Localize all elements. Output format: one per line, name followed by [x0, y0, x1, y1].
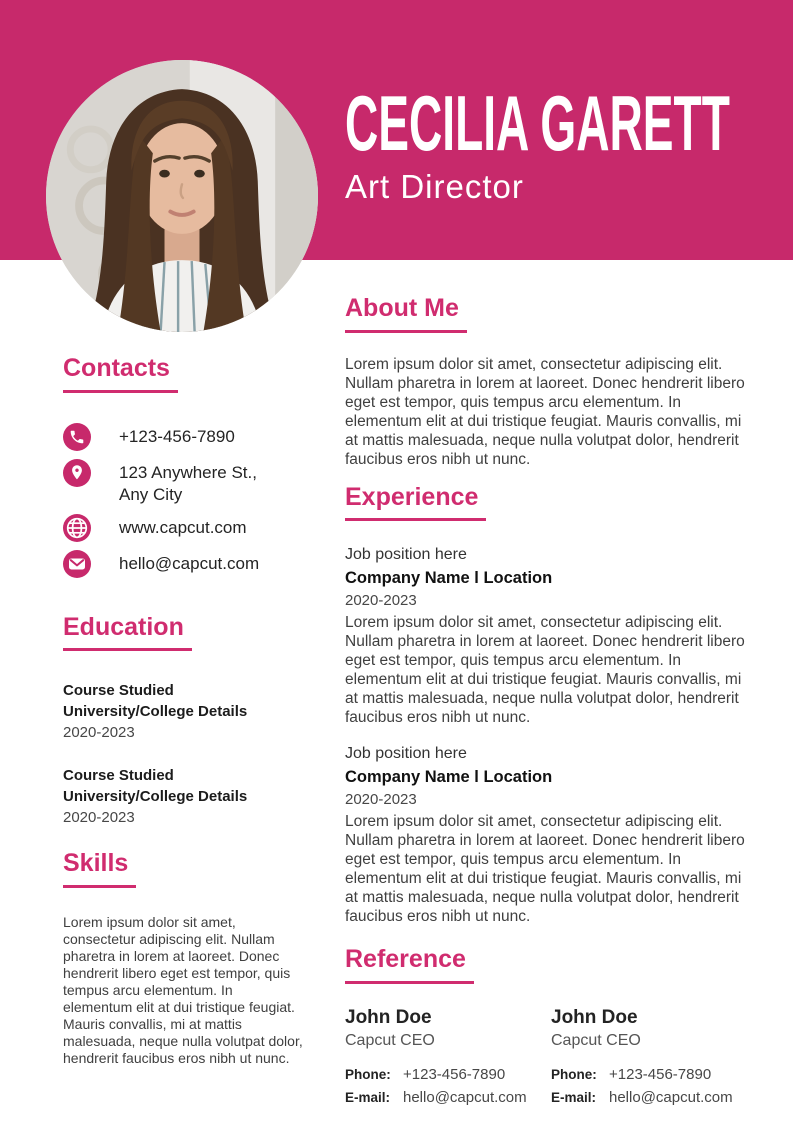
- education-course: Course Studied: [63, 767, 174, 784]
- job-company: Company Name l Location: [345, 768, 553, 786]
- experience-job: [345, 544, 757, 727]
- sidebar: [63, 355, 313, 1067]
- contact-list: [63, 423, 313, 578]
- phone-label: Phone:: [345, 1066, 391, 1082]
- job-position: Job position here: [345, 546, 467, 563]
- reference-phone: +123-456-7890: [403, 1065, 506, 1083]
- about-heading: About Me: [345, 295, 467, 333]
- reference-name: John Doe: [551, 1006, 638, 1028]
- main-column: [345, 295, 757, 1109]
- contact-address-line1: 123 Anywhere St.,: [119, 462, 257, 482]
- reference-contact: [345, 1063, 551, 1109]
- education-heading: Education: [63, 614, 192, 652]
- reference-name: John Doe: [345, 1006, 432, 1028]
- reference-entry: [345, 1006, 551, 1109]
- reference-section: [345, 946, 757, 1109]
- email-icon: [63, 550, 91, 578]
- experience-job: [345, 743, 757, 926]
- education-entry: [63, 680, 313, 743]
- education-school: University/College Details: [63, 703, 248, 720]
- reference-contact: [551, 1063, 757, 1109]
- job-company: Company Name l Location: [345, 569, 553, 587]
- experience-section: [345, 484, 757, 927]
- reference-role: Capcut CEO: [345, 1031, 435, 1049]
- contact-row-email: [63, 550, 313, 578]
- education-section: [63, 614, 313, 829]
- contact-email: hello@capcut.com: [119, 553, 260, 573]
- reference-email: hello@capcut.com: [609, 1088, 733, 1106]
- contact-row-website: [63, 514, 313, 542]
- skills-text: Lorem ipsum dolor sit amet, consectetur adipiscing elit. Nullam pharetra in lorem at laoreet. Donec hendrerit libero eget est tempor, quis tempus arcu elementum. In elementum elit at dui tristique feugiat. Mauris convallis, mi at mattis malesuada, neque nulla volutpat dolor, hendrerit faucibus eros nibh ut nunc.: [63, 913, 303, 1066]
- contact-phone: +123-456-7890: [119, 426, 235, 446]
- reference-phone-row: [551, 1063, 757, 1086]
- reference-columns: [345, 1006, 757, 1109]
- header-name-block: [345, 79, 793, 206]
- contact-address-line2: Any City: [119, 484, 183, 504]
- about-section: [345, 295, 757, 469]
- education-years: 2020-2023: [63, 724, 135, 741]
- job-description: Lorem ipsum dolor sit amet, consectetur adipiscing elit. Nullam pharetra in lorem at laoreet. Donec hendrerit libero eget est tempor, quis tempus arcu elementum. In elementum elit at dui tristique feugiat. Mauris convallis, mi at mattis malesuada, neque nulla volutpat dolor, hendrerit faucibus eros nibh ut nunc.: [345, 614, 745, 726]
- job-years: 2020-2023: [345, 791, 417, 808]
- job-description: Lorem ipsum dolor sit amet, consectetur adipiscing elit. Nullam pharetra in lorem at laoreet. Donec hendrerit libero eget est tempor, quis tempus arcu elementum. In elementum elit at dui tristique feugiat. Mauris convallis, mi at mattis malesuada, neque nulla volutpat dolor, hendrerit faucibus eros nibh ut nunc.: [345, 813, 745, 925]
- education-entry: [63, 765, 313, 828]
- experience-heading: Experience: [345, 484, 486, 522]
- contacts-heading: Contacts: [63, 355, 178, 393]
- reference-phone: +123-456-7890: [609, 1065, 712, 1083]
- contact-row-address: [63, 459, 313, 506]
- person-name: CECILIA GARETT: [345, 79, 730, 167]
- person-job-title: Art Director: [345, 168, 524, 205]
- reference-phone-row: [345, 1063, 551, 1086]
- portrait-illustration: [46, 60, 318, 332]
- reference-email-row: [345, 1086, 551, 1109]
- job-position: Job position here: [345, 745, 467, 762]
- contact-row-phone: [63, 423, 313, 451]
- email-label: E-mail:: [551, 1089, 597, 1105]
- phone-label: Phone:: [551, 1066, 597, 1082]
- reference-email: hello@capcut.com: [403, 1088, 527, 1106]
- education-course: Course Studied: [63, 682, 174, 699]
- profile-photo: [46, 60, 318, 332]
- contact-address: [119, 459, 257, 506]
- email-label: E-mail:: [345, 1089, 391, 1105]
- education-years: 2020-2023: [63, 809, 135, 826]
- skills-heading: Skills: [63, 850, 136, 888]
- job-years: 2020-2023: [345, 592, 417, 609]
- location-icon: [63, 459, 91, 487]
- reference-role: Capcut CEO: [551, 1031, 641, 1049]
- skills-section: [63, 850, 313, 1067]
- education-school: University/College Details: [63, 788, 248, 805]
- about-text: Lorem ipsum dolor sit amet, consectetur adipiscing elit. Nullam pharetra in lorem at laoreet. Donec hendrerit libero eget est tempor, quis tempus arcu elementum. In elementum elit at dui tristique feugiat. Mauris convallis, mi at mattis malesuada, neque nulla volutpat dolor, hendrerit faucibus eros nibh ut nunc.: [345, 355, 745, 468]
- phone-icon: [63, 423, 91, 451]
- globe-icon: [63, 514, 91, 542]
- reference-email-row: [551, 1086, 757, 1109]
- reference-entry: [551, 1006, 757, 1109]
- reference-heading: Reference: [345, 946, 474, 984]
- contact-website: www.capcut.com: [119, 517, 247, 537]
- contacts-section: [63, 355, 313, 578]
